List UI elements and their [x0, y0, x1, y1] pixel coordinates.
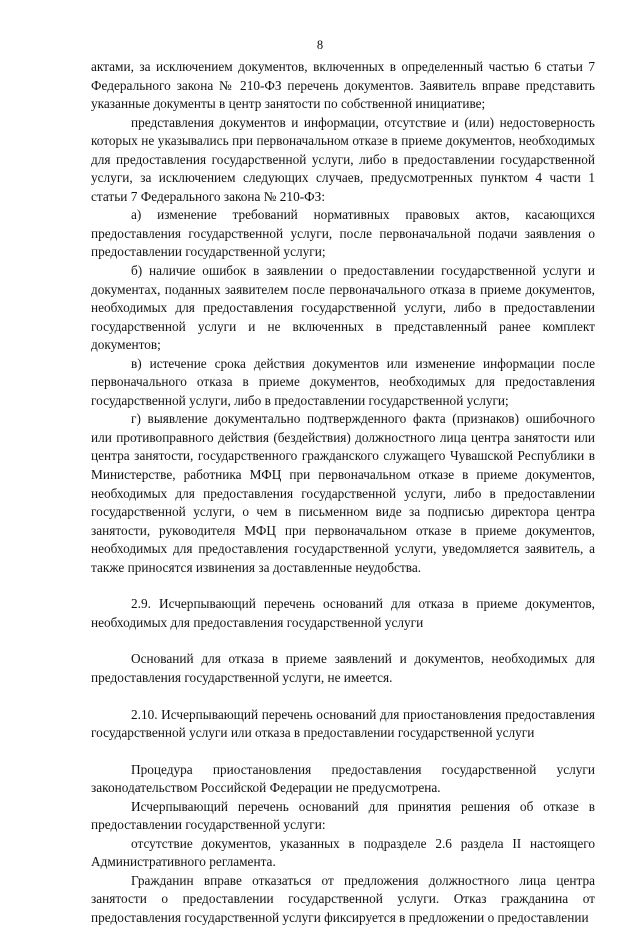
spacer: [91, 688, 595, 706]
paragraph-citizen-refusal: Гражданин вправе отказаться от предложения должностного лица центра занятости о предоставлении государственной услуги. Отказ гражданина от предоставления государственной услуги фиксируется в предложении о предоставлении: [91, 872, 595, 925]
paragraph-grounds-intro: представления документов и информации, отсутствие и (или) недостоверность которых не указывались при первоначальном отказе в приеме документов, необходимых для предоставления государственной услуги, либо в предоставлении государственной услуги, за исключением следующих случаев, предусмотренных пунктом 4 части 1 статьи 7 Федерального закона № 210-ФЗ:: [91, 114, 595, 204]
list-item-v: в) истечение срока действия документов или изменение информации после первоначального отказа в приеме документов, необходимых для предоставления государственной услуги, либо в предоставлении государственной услуги;: [91, 355, 595, 408]
list-item-b: б) наличие ошибок в заявлении о предоставлении государственной услуги и документах, поданных заявителем после первоначального отказа в приеме документов, необходимых для предоставления государственной услуги, либо в предоставлении государственной услуги и не включенных в представленный ранее комплект документов;: [91, 263, 595, 353]
paragraph-missing-documents: отсутствие документов, указанных в подразделе 2.6 раздела II настоящего Административного регламента.: [91, 835, 595, 870]
paragraph-refusal-grounds: Исчерпывающий перечень оснований для принятия решения об отказе в предоставлении государственной услуги:: [91, 798, 595, 833]
spacer: [91, 632, 595, 650]
spacer: [91, 577, 595, 595]
document-body: [91, 58, 595, 928]
section-heading-2-10: 2.10. Исчерпывающий перечень оснований для приостановления предоставления государственной услуги или отказа в предоставлении государственной услуги: [91, 706, 595, 741]
spacer: [91, 743, 595, 761]
list-item-a: а) изменение требований нормативных правовых актов, касающихся предоставления государственной услуги, после первоначальной подачи заявления о предоставлении государственной услуги;: [91, 207, 595, 260]
paragraph-no-grounds: Оснований для отказа в приеме заявлений и документов, необходимых для предоставления государственной услуги, не имеется.: [91, 651, 595, 685]
page-number: 8: [316, 38, 324, 52]
paragraph-suspension: Процедура приостановления предоставления государственной услуги законодательством Российской Федерации не предусмотрена.: [91, 761, 595, 796]
section-heading-2-9: 2.9. Исчерпывающий перечень оснований для отказа в приеме документов, необходимых для предоставления государственной услуги: [91, 596, 595, 630]
list-item-g: г) выявление документально подтвержденного факта (признаков) ошибочного или противоправного действия (бездействия) должностного лица центра занятости или центра занятости, государственного гражданского служащего Чувашской Республики в Министерстве, работника МФЦ при первоначальном отказе в приеме документов, необходимых для предоставления государственной услуги, либо в предоставлении государственной услуги, о чем в письменном виде за подписью директора центра занятости, руководителя МФЦ при первоначальном отказе в приеме документов, необходимых для предоставления государственной услуги, уведомляется заявитель, а также приносятся извинения за доставленные неудобства.: [91, 411, 595, 575]
paragraph-continuation: актами, за исключением документов, включенных в определенный частью 6 статьи 7 Федерального закона № 210-ФЗ перечень документов. Заявитель вправе представить указанные документы в центр занятости по собственной инициативе;: [91, 59, 595, 112]
